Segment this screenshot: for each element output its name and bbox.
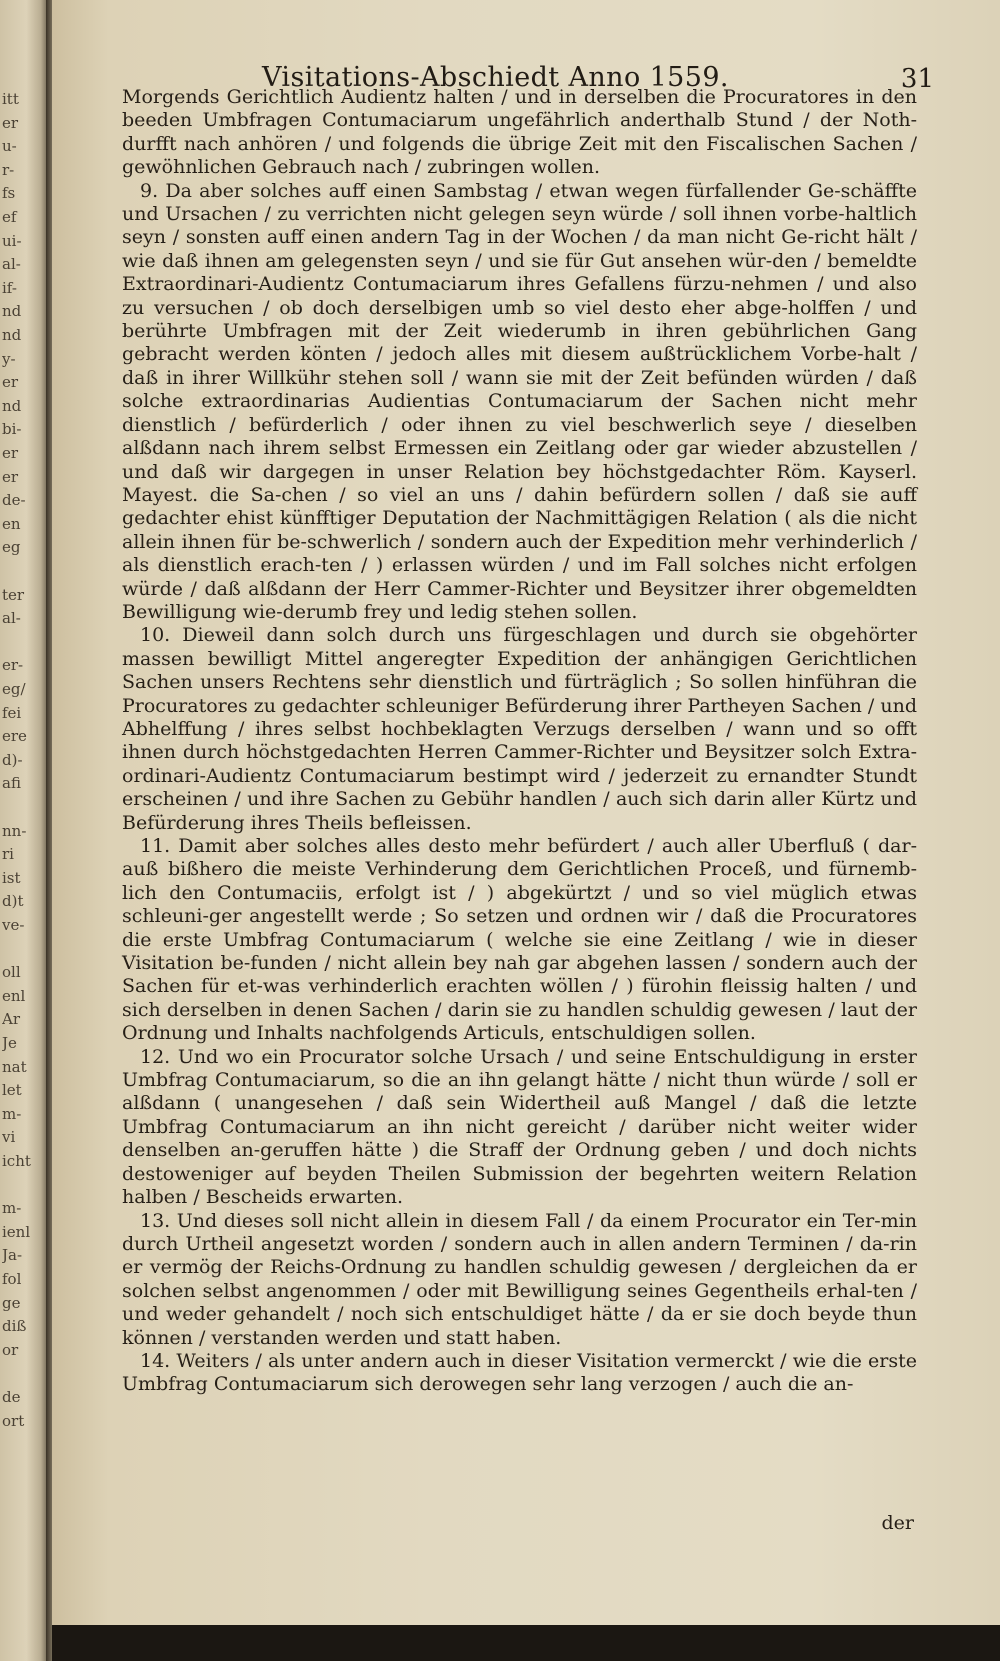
previous-page-fragment: ui- (2, 231, 22, 250)
previous-page-fragment: ort (2, 1411, 25, 1430)
previous-page-fragment: al- (2, 255, 21, 274)
previous-page-fragment: let (2, 1081, 22, 1100)
previous-page-fragment: eg (2, 538, 21, 557)
previous-page-fragment: d)t (2, 892, 24, 911)
paragraph-11: 11. Damit aber solches alles desto mehr befürdert / auch aller Uberfluß ( dar-auß bißhero die meiste Verhinderung dem Gerichtlichen Proceß, und fürnemb-lich den Contumaciis, erfolgt ist / ) abgekürtzt / und so viel müglich etwas schleuni-ger angestellt werde ; So setzen und ordnen wir / daß die Procuratores die erste Umbfrag Contumaciarum ( welche sie eine Zeitlang / wie in dieser Visitation be-funden / nicht allein bey nah gar abgehen lassen / sondern auch der Sachen für et-was verhinderlich erachten wöllen / ) fürohin fleissig halten / und sich derselben in denen Sachen / darin sie zu handlen schuldig gewesen / laut der Ordnung und Inhalts nachfolgends Articuls, entschuldigen sollen. (122, 835, 917, 1045)
previous-page-fragment: nd (2, 396, 22, 415)
previous-page-fragment: Ja- (2, 1246, 23, 1265)
previous-page-fragment: Je (2, 1034, 17, 1052)
previous-page-fragment: er- (2, 656, 24, 675)
previous-page-fragment: de (2, 1388, 21, 1406)
paragraph-12: 12. Und wo ein Procurator solche Ursach / und seine Entschuldigung in erster Umbfrag Contumaciarum, so die an ihn gelangt hätte / nicht thun würde / soll er alßdann ( unangesehen / daß sein Widertheil auß Mangel / daß die letzte Umbfrag Contumaciarum an ihn nicht gereicht / darüber nicht weiter wider denselben an-geruffen hätte ) die Straff der Ordnung geben / und doch nichts destoweniger auf beyden Theilen Submission der begehrten weitern Relation halben / Bescheids erwarten. (122, 1045, 917, 1209)
previous-page-fragment: eg/ (2, 680, 26, 698)
previous-page-fragment: r- (2, 160, 15, 179)
previous-page-fragment: fei (2, 703, 22, 722)
previous-page-edge (0, 0, 48, 1661)
previous-page-fragment: er (2, 373, 19, 392)
previous-page-fragment: or (2, 1340, 19, 1359)
book-page (52, 0, 1000, 1625)
previous-page-fragment: nat (2, 1057, 27, 1076)
previous-page-fragment: u- (2, 137, 17, 156)
previous-page-fragment: vi (2, 1128, 16, 1147)
previous-page-fragment: ere (2, 727, 27, 746)
previous-page-fragment: er (2, 113, 19, 132)
page-number: 31 (900, 64, 934, 94)
previous-page-fragment: diß (2, 1317, 27, 1336)
previous-page-fragment: fs (2, 184, 16, 203)
previous-page-fragment: nd (2, 302, 22, 321)
previous-page-fragment: ienl (2, 1222, 31, 1241)
previous-page-fragment: en (2, 514, 21, 533)
previous-page-fragment: ge (2, 1293, 21, 1312)
paragraph-10: 10. Dieweil dann solch durch uns fürgeschlagen und durch sie obgehörter massen bewilligt Mittel angeregter Expedition der anhängigen Gerichtlichen Sachen unsers Rechtens sehr dienstlich und fürträglich ; So sollen hinführan die Procuratores zu gedachter schleuniger Befürderung ihrer Partheyen Sachen / und Abhelffung / ihres selbst hochbeklagten Verzugs derselben / wann und so offt ihnen durch höchstgedachten Herren Cammer-Richter und Beysitzer solch Extra-ordinari-Audientz Contumaciarum bestimpt wird / jederzeit zu ernandter Stundt erscheinen / und ihre Sachen zu Gebühr handlen / auch sich darin aller Kürtz und Befürderung ihres Theils befleissen. (122, 624, 917, 834)
previous-page-fragment: Ar (2, 1010, 21, 1029)
previous-page-fragment: enl (2, 986, 26, 1005)
paragraph-13: 13. Und dieses soll nicht allein in diesem Fall / da einem Procurator ein Ter-min durch Urtheil angesetzt worden / sondern auch in allen andern Terminen / da-rin er vermög der Reichs-Ordnung zu handlen schuldig gewesen / dergleichen da er solchen selbst angenommen / oder mit Bewilligung seines Gegentheils erhal-ten / und weder gehandelt / noch sich entschuldiget hätte / da er sie doch beyde thun können / verstanden werden und statt haben. (122, 1209, 917, 1349)
previous-page-fragment: m- (2, 1199, 22, 1218)
previous-page-fragment: ter (2, 585, 25, 604)
previous-page-fragment: er (2, 444, 19, 462)
previous-page-fragment: oll (2, 963, 21, 982)
previous-page-fragment: ist (2, 868, 21, 887)
previous-page-fragment: ef (2, 208, 17, 226)
previous-page-fragment: m- (2, 1104, 22, 1123)
running-title: Visitations-Abschiedt Anno 1559. (262, 62, 729, 93)
page-shadow (52, 1625, 1000, 1661)
previous-page-fragment: d)- (2, 750, 23, 769)
paragraph-continuation: Morgends Gerichtlich Audientz halten / und in derselben die Procuratores in den beeden Umbfragen Contumaciarum ungefährlich anderthalb Stund / der Noth-durfft nach anhören / und folgends die übrige Zeit mit den Fiscalischen Sachen / gewöhnlichen Gebrauch nach / zubringen wollen. (122, 86, 917, 179)
previous-page-fragment: ri (2, 845, 14, 864)
previous-page-fragment: if- (2, 278, 17, 297)
previous-page-fragment: y- (2, 349, 16, 368)
body-text (122, 86, 917, 1397)
previous-page-fragment: al- (2, 609, 21, 628)
previous-page-fragment: itt (2, 90, 19, 108)
previous-page-fragment: afi (2, 774, 21, 793)
previous-page-fragment: nd (2, 326, 22, 344)
previous-page-fragment: de- (2, 491, 26, 510)
previous-page-fragment: fol (2, 1270, 22, 1288)
previous-page-fragment: er (2, 467, 19, 486)
previous-page-fragment: bi- (2, 420, 22, 439)
paragraph-14: 14. Weiters / als unter andern auch in dieser Visitation vermerckt / wie die erste Umbfrag Contumaciarum sich derowegen sehr lang verzogen / auch die an- (122, 1349, 917, 1396)
previous-page-fragment: ve- (2, 916, 25, 934)
previous-page-fragment: nn- (2, 821, 27, 840)
paragraph-9: 9. Da aber solches auff einen Sambstag / etwan wegen fürfallender Ge-schäffte und Ursachen / zu verrichten nicht gelegen seyn würde / soll ihnen vorbe-haltlich seyn / sonsten auff einen andern Tag in der Wochen / da man nicht Ge-richt hält / wie daß ihnen am gelegensten seyn / und sie für Gut ansehen wür-den / bemeldte Extraordinari-Audientz Contumaciarum ihres Gefallens fürzu-nehmen / und also zu versuchen / ob doch derselbigen umb so viel desto eher abge-holffen / und berührte Umbfragen mit der Zeit wiederumb in ihren gebührlichen Gang gebracht werden könten / jedoch alles mit diesem außtrücklichem Vorbe-halt / daß in ihrer Willkühr stehen soll / wann sie mit der Zeit befünden würden / daß solche extraordinarias Audientias Contumaciarum der Sachen nicht mehr dienstlich / befürderlich / oder ihnen zu viel beschwerlich seye / dieselben alßdann nach ihrem selbst Ermessen ein Zeitlang oder gar wieder abzustellen / und daß wir dargegen in unser Relation bey höchstgedachter Röm. Kayserl. Mayest. die Sa-chen / so viel an uns / dahin befürdern sollen / daß sie auff gedachter ehist künfftiger Deputation der Nachmittägigen Relation ( als die nicht allein ihnen für be-schwerlich / sondern auch der Expedition mehr verhinderlich / als dienstlich erach-ten / ) erlassen würden / und im Fall solches nicht erfolgen würde / daß alßdann der Herr Cammer-Richter und Beysitzer ihrer obgemeldten Bewilligung wie-derumb frey und ledig stehen sollen. (122, 179, 917, 623)
previous-page-fragment: icht (2, 1152, 31, 1170)
catchword: der (881, 1512, 914, 1534)
